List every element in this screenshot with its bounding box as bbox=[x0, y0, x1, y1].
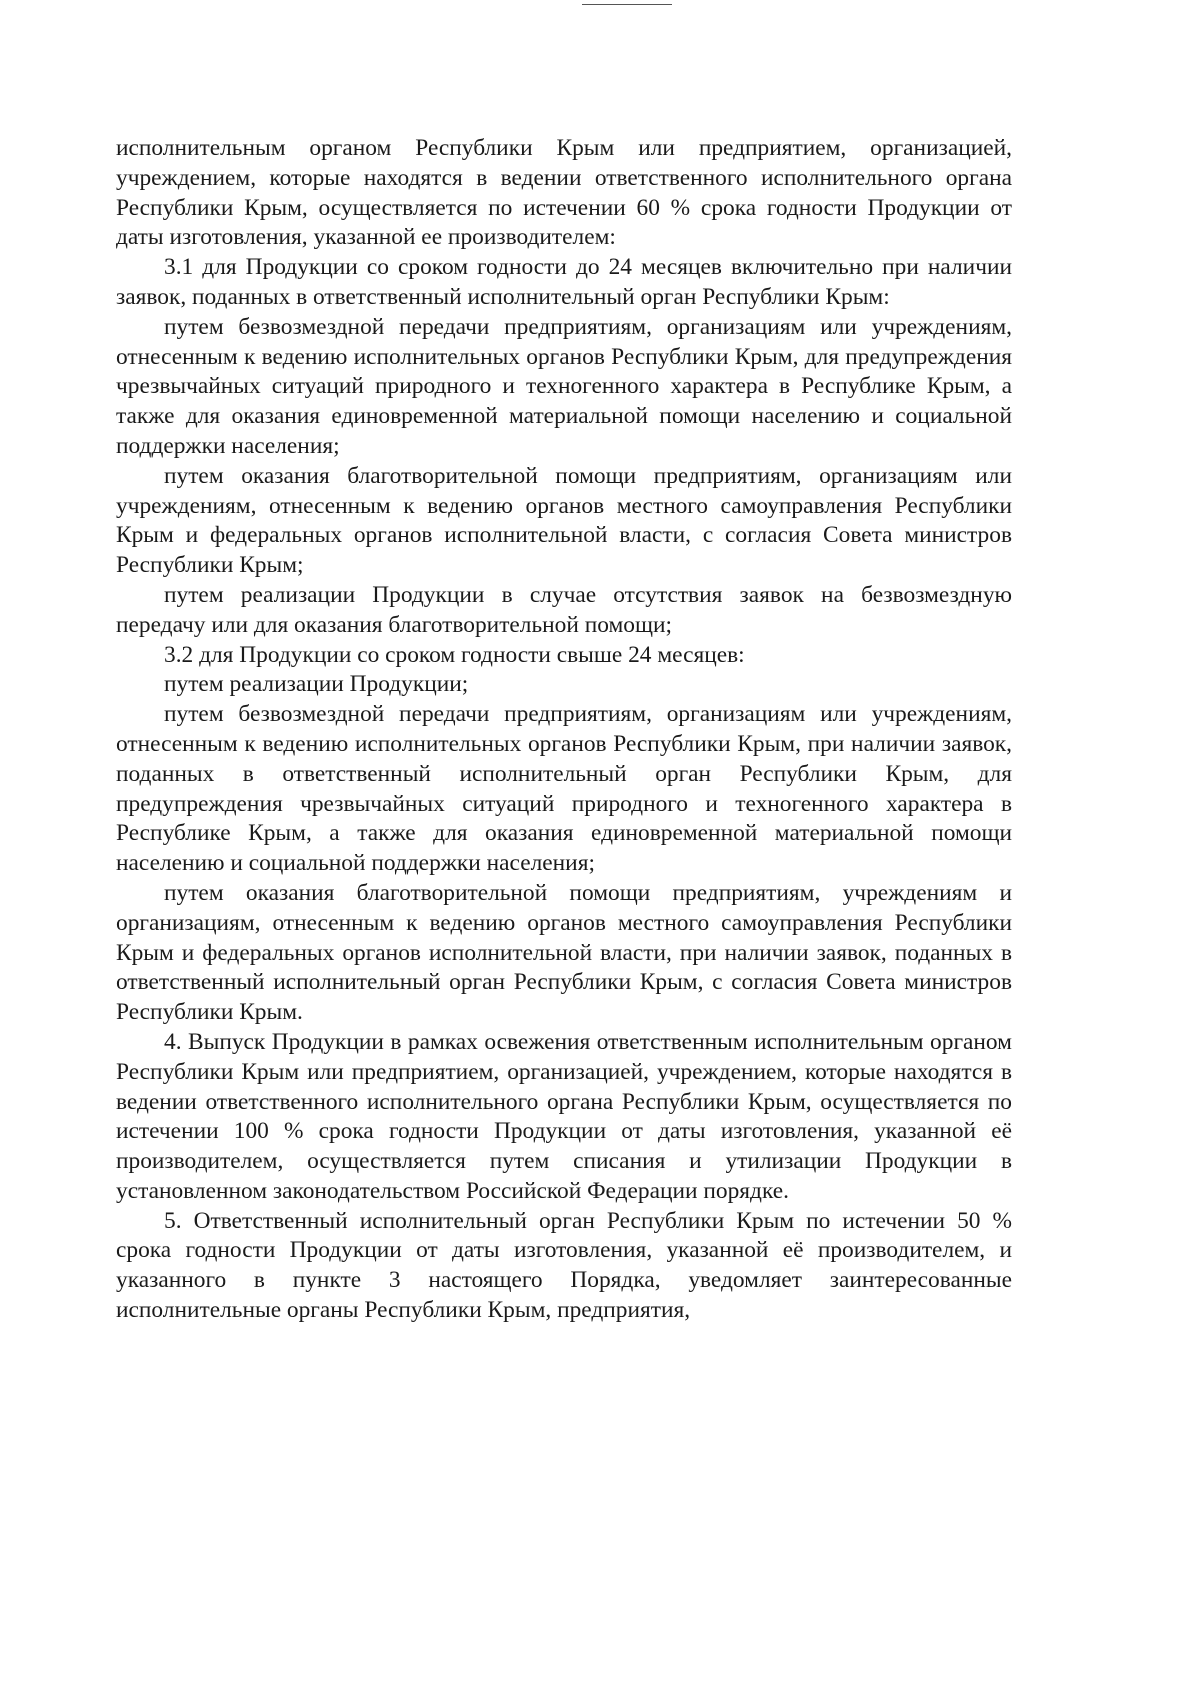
paragraph: путем оказания благотворительной помощи предприятиям, организациям или учреждениям, отнесенным к ведению органов местного самоуправления Республики Крым и федеральных органов исполнительной власти, с согласия Совета министров Республики Крым; bbox=[116, 462, 1012, 579]
paragraph: путем реализации Продукции; bbox=[164, 671, 469, 698]
document-body bbox=[116, 134, 1012, 1326]
paragraph: 4. Выпуск Продукции в рамках освежения ответственным исполнительным органом Республики Крым или предприятием, организацией, учреждением, которые находятся в ведении ответственного исполнительного органа Республики Крым, осуществляется по истечении 100 % срока годности Продукции от даты изготовления, указанной её производителем, осуществляется путем списания и утилизации Продукции в установленном законодательством Российской Федерации порядке. bbox=[116, 1028, 1012, 1204]
paragraph: путем оказания благотворительной помощи предприятиям, учреждениям и организациям, отнесенным к ведению органов местного самоуправления Республики Крым и федеральных органов исполнительной власти, при наличии заявок, поданных в ответственный исполнительный орган Республики Крым, с согласия Совета министров Республики Крым. bbox=[116, 879, 1012, 1026]
paragraph: путем безвозмездной передачи предприятиям, организациям или учреждениям, отнесенным к ведению исполнительных органов Республики Крым, для предупреждения чрезвычайных ситуаций природного и техногенного характера в Республике Крым, а также для оказания единовременной материальной помощи населению и социальной поддержки населения; bbox=[116, 313, 1012, 459]
paragraph: исполнительным органом Республики Крым или предприятием, организацией, учреждением, которые находятся в ведении ответственного исполнительного органа Республики Крым, осуществляется по истечении 60 % срока годности Продукции от даты изготовления, указанной ее производителем: bbox=[116, 135, 1012, 251]
paragraph: путем реализации Продукции в случае отсутствия заявок на безвозмездную передачу или для оказания благотворительной помощи; bbox=[116, 581, 1012, 638]
paragraph: 5. Ответственный исполнительный орган Республики Крым по истечении 50 % срока годности Продукции от даты изготовления, указанной её производителем, и указанного в пункте 3 настоящего Порядка, уведомляет заинтересованные исполнительные органы Республики Крым, предприятия, bbox=[116, 1207, 1012, 1324]
header-rule bbox=[582, 4, 672, 5]
paragraph: 3.1 для Продукции со сроком годности до 24 месяцев включительно при наличии заявок, поданных в ответственный исполнительный орган Республики Крым: bbox=[116, 254, 1012, 310]
paragraph: путем безвозмездной передачи предприятиям, организациям или учреждениям, отнесенным к ведению исполнительных органов Республики Крым, при наличии заявок, поданных в ответственный исполнительный орган Республики Крым, для предупреждения чрезвычайных ситуаций природного и техногенного характера в Республике Крым, а также для оказания единовременной материальной помощи населению и социальной поддержки населения; bbox=[116, 701, 1012, 877]
paragraph: 3.2 для Продукции со сроком годности свыше 24 месяцев: bbox=[164, 641, 745, 668]
